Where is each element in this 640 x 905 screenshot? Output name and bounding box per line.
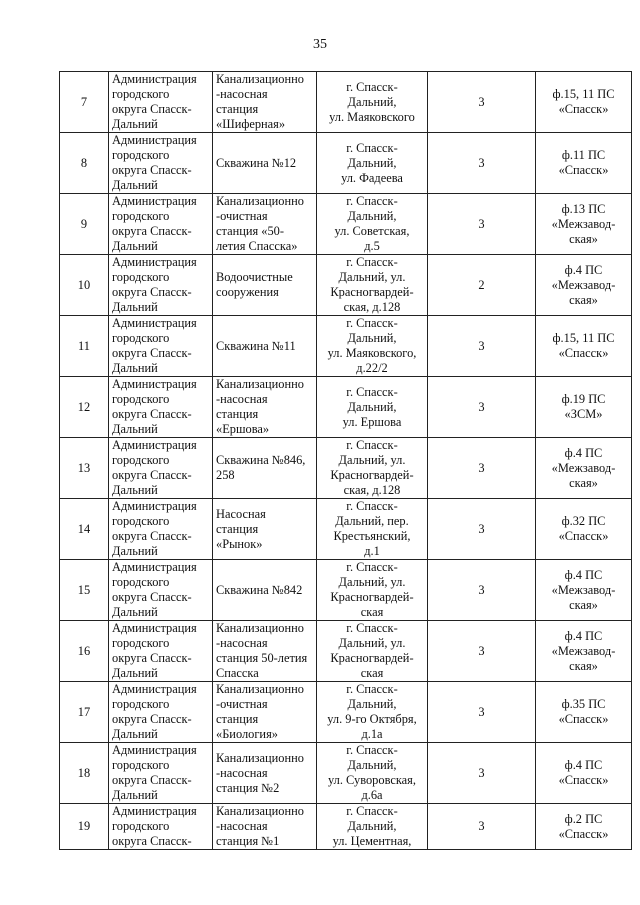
facility-cell: Скважина №842 <box>213 560 317 621</box>
reliability-category-cell: 3 <box>428 499 536 560</box>
row-number: 10 <box>60 255 109 316</box>
feeder-cell: ф.4 ПС «Межзавод- ская» <box>536 255 632 316</box>
address-cell: г. Спасск- Дальний, ул. Советская, д.5 <box>317 194 428 255</box>
table-row <box>60 804 632 850</box>
facility-cell: Канализационно -насосная станция №2 <box>213 743 317 804</box>
facility-cell: Водоочистные сооружения <box>213 255 317 316</box>
reliability-category-cell: 3 <box>428 621 536 682</box>
page-number: 35 <box>313 37 327 52</box>
address-cell: г. Спасск- Дальний, ул. Маяковского, д.22/2 <box>317 316 428 377</box>
facility-cell: Канализационно -очистная станция «50- летия Спасска» <box>213 194 317 255</box>
feeder-cell: ф.4 ПС «Межзавод- ская» <box>536 621 632 682</box>
table-row <box>60 255 632 316</box>
table-row <box>60 72 632 133</box>
owner-cell: Администрация городского округа Спасск- Дальний <box>109 560 213 621</box>
address-cell: г. Спасск- Дальний, пер. Крестьянский, д.1 <box>317 499 428 560</box>
owner-cell: Администрация городского округа Спасск- Дальний <box>109 72 213 133</box>
feeder-cell: ф.15, 11 ПС «Спасск» <box>536 316 632 377</box>
row-number: 17 <box>60 682 109 743</box>
reliability-category-cell: 3 <box>428 682 536 743</box>
facility-cell: Скважина №11 <box>213 316 317 377</box>
row-number: 9 <box>60 194 109 255</box>
address-cell: г. Спасск- Дальний, ул. Красногвардей- ская <box>317 621 428 682</box>
reliability-category-cell: 3 <box>428 377 536 438</box>
owner-cell: Администрация городского округа Спасск- <box>109 804 213 850</box>
owner-cell: Администрация городского округа Спасск- Дальний <box>109 194 213 255</box>
table-body <box>60 72 632 850</box>
reliability-category-cell: 2 <box>428 255 536 316</box>
table-row <box>60 560 632 621</box>
row-number: 19 <box>60 804 109 850</box>
owner-cell: Администрация городского округа Спасск- Дальний <box>109 316 213 377</box>
address-cell: г. Спасск- Дальний, ул. Маяковского <box>317 72 428 133</box>
row-number: 8 <box>60 133 109 194</box>
facility-cell: Насосная станция «Рынок» <box>213 499 317 560</box>
owner-cell: Администрация городского округа Спасск- Дальний <box>109 438 213 499</box>
table-row <box>60 133 632 194</box>
power-consumers-table <box>59 71 632 850</box>
table-row <box>60 377 632 438</box>
owner-cell: Администрация городского округа Спасск- Дальний <box>109 377 213 438</box>
feeder-cell: ф.2 ПС «Спасск» <box>536 804 632 850</box>
address-cell: г. Спасск- Дальний, ул. Ершова <box>317 377 428 438</box>
table-row <box>60 499 632 560</box>
facility-cell: Канализационно -насосная станция «Ершова» <box>213 377 317 438</box>
owner-cell: Администрация городского округа Спасск- Дальний <box>109 621 213 682</box>
facility-cell: Канализационно -очистная станция «Биология» <box>213 682 317 743</box>
owner-cell: Администрация городского округа Спасск- Дальний <box>109 499 213 560</box>
table-row <box>60 743 632 804</box>
reliability-category-cell: 3 <box>428 560 536 621</box>
feeder-cell: ф.4 ПС «Межзавод- ская» <box>536 560 632 621</box>
reliability-category-cell: 3 <box>428 743 536 804</box>
owner-cell: Администрация городского округа Спасск- Дальний <box>109 743 213 804</box>
address-cell: г. Спасск- Дальний, ул. Красногвардей- ская, д.128 <box>317 255 428 316</box>
feeder-cell: ф.15, 11 ПС «Спасск» <box>536 72 632 133</box>
facility-cell: Канализационно -насосная станция «Шиферная» <box>213 72 317 133</box>
row-number: 14 <box>60 499 109 560</box>
row-number: 16 <box>60 621 109 682</box>
table-row <box>60 316 632 377</box>
feeder-cell: ф.11 ПС «Спасск» <box>536 133 632 194</box>
owner-cell: Администрация городского округа Спасск- Дальний <box>109 255 213 316</box>
row-number: 13 <box>60 438 109 499</box>
row-number: 11 <box>60 316 109 377</box>
reliability-category-cell: 3 <box>428 194 536 255</box>
row-number: 18 <box>60 743 109 804</box>
table-row <box>60 682 632 743</box>
facility-cell: Скважина №846, 258 <box>213 438 317 499</box>
address-cell: г. Спасск- Дальний, ул. Фадеева <box>317 133 428 194</box>
feeder-cell: ф.32 ПС «Спасск» <box>536 499 632 560</box>
facility-cell: Скважина №12 <box>213 133 317 194</box>
reliability-category-cell: 3 <box>428 133 536 194</box>
owner-cell: Администрация городского округа Спасск- Дальний <box>109 133 213 194</box>
address-cell: г. Спасск- Дальний, ул. 9-го Октября, д.1а <box>317 682 428 743</box>
reliability-category-cell: 3 <box>428 72 536 133</box>
table-row <box>60 621 632 682</box>
facility-cell: Канализационно -насосная станция №1 <box>213 804 317 850</box>
row-number: 15 <box>60 560 109 621</box>
feeder-cell: ф.4 ПС «Спасск» <box>536 743 632 804</box>
row-number: 7 <box>60 72 109 133</box>
facility-cell: Канализационно -насосная станция 50-летия Спасска <box>213 621 317 682</box>
owner-cell: Администрация городского округа Спасск- Дальний <box>109 682 213 743</box>
feeder-cell: ф.13 ПС «Межзавод- ская» <box>536 194 632 255</box>
address-cell: г. Спасск- Дальний, ул. Суворовская, д.6а <box>317 743 428 804</box>
address-cell: г. Спасск- Дальний, ул. Цементная, <box>317 804 428 850</box>
feeder-cell: ф.19 ПС «ЗСМ» <box>536 377 632 438</box>
reliability-category-cell: 3 <box>428 804 536 850</box>
address-cell: г. Спасск- Дальний, ул. Красногвардей- ская <box>317 560 428 621</box>
row-number: 12 <box>60 377 109 438</box>
table-row <box>60 194 632 255</box>
reliability-category-cell: 3 <box>428 438 536 499</box>
feeder-cell: ф.4 ПС «Межзавод- ская» <box>536 438 632 499</box>
reliability-category-cell: 3 <box>428 316 536 377</box>
address-cell: г. Спасск- Дальний, ул. Красногвардей- ская, д.128 <box>317 438 428 499</box>
table-row <box>60 438 632 499</box>
feeder-cell: ф.35 ПС «Спасск» <box>536 682 632 743</box>
